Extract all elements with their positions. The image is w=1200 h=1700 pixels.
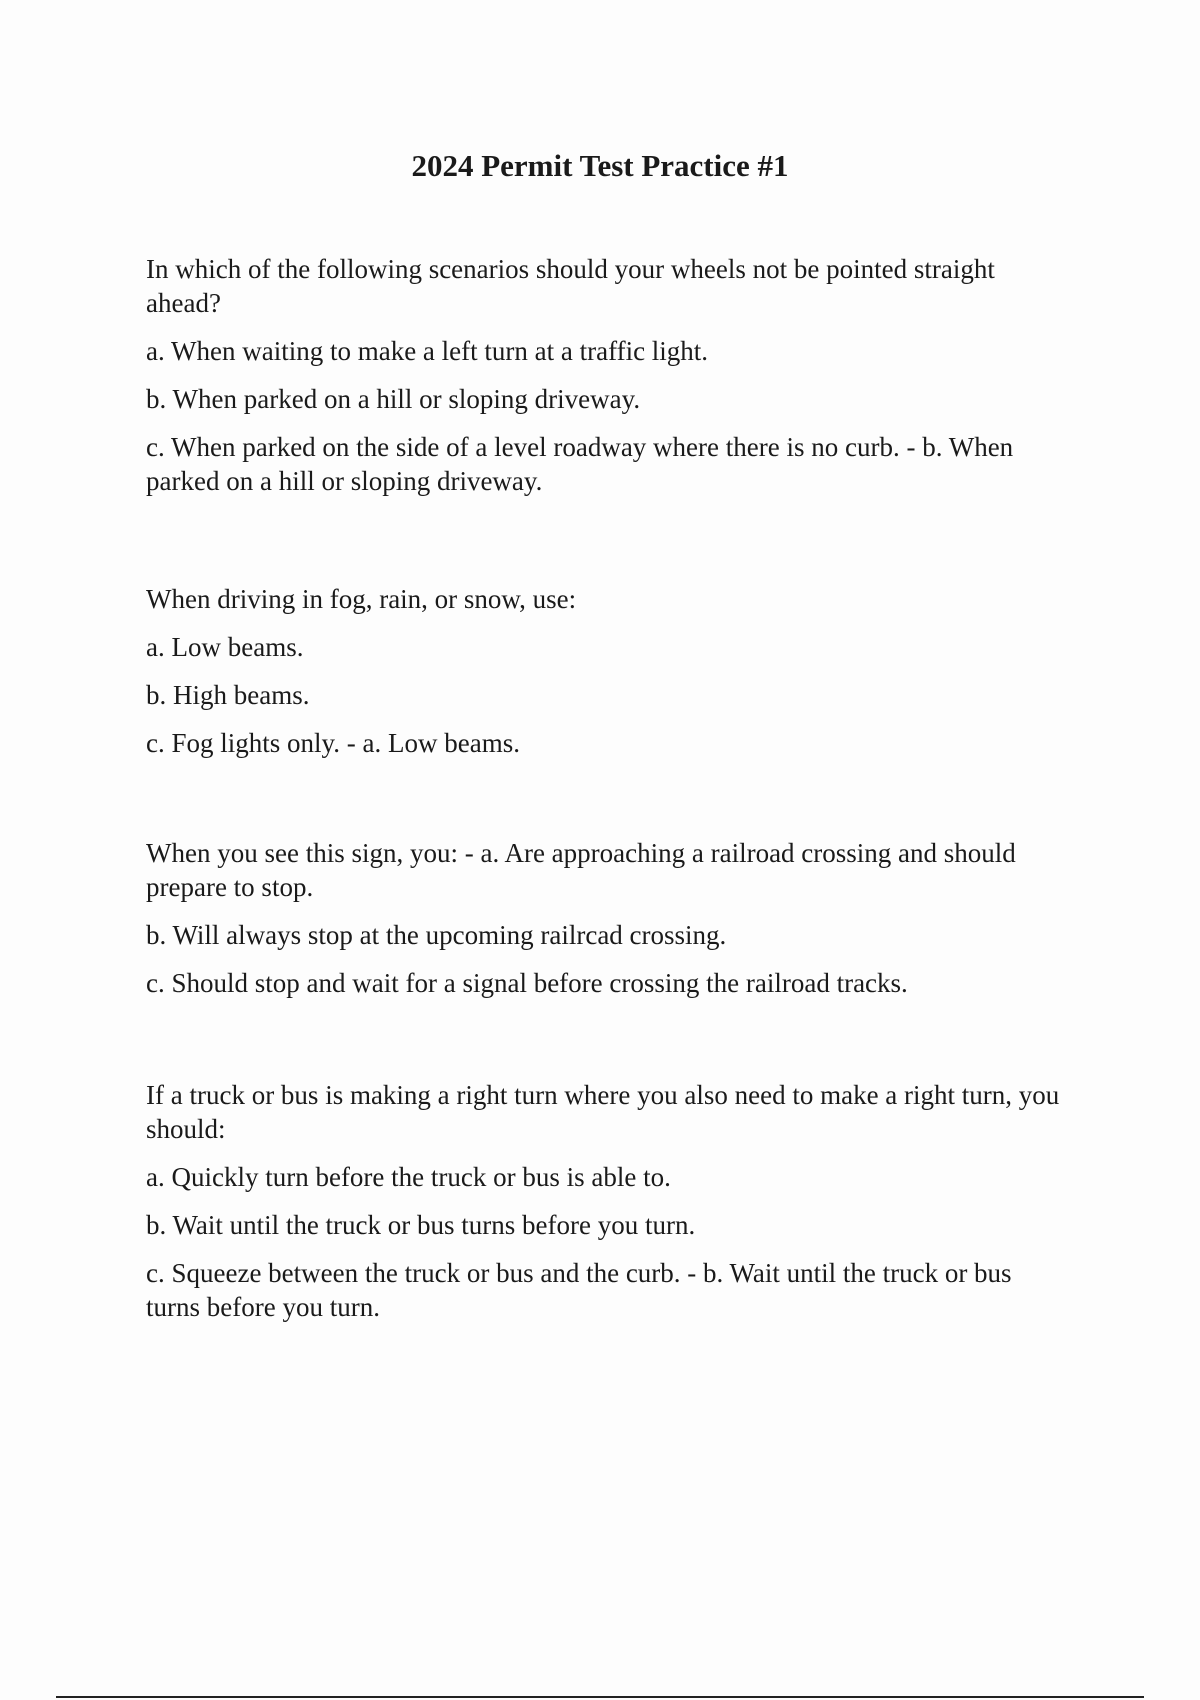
question-1 xyxy=(146,252,1066,498)
footer-divider xyxy=(56,1696,1144,1698)
question-4-option-c: c. Squeeze between the truck or bus and the curb. - b. Wait until the truck or bus turns before you turn. xyxy=(146,1258,1012,1322)
question-2 xyxy=(146,582,1066,760)
question-4-stem: If a truck or bus is making a right turn where you also need to make a right turn, you should: xyxy=(146,1080,1060,1144)
question-4-option-b: b. Wait until the truck or bus turns before you turn. xyxy=(146,1210,696,1240)
question-2-option-c: c. Fog lights only. - a. Low beams. xyxy=(146,728,520,758)
question-4 xyxy=(146,1078,1066,1324)
question-1-option-b: b. When parked on a hill or sloping driveway. xyxy=(146,384,641,414)
question-3-option-c: c. Should stop and wait for a signal before crossing the railroad tracks. xyxy=(146,968,908,998)
question-4-option-a: a. Quickly turn before the truck or bus is able to. xyxy=(146,1162,671,1192)
question-3 xyxy=(146,836,1066,1000)
question-3-stem: When you see this sign, you: - a. Are approaching a railroad crossing and should prepare to stop. xyxy=(146,838,1016,902)
question-2-stem: When driving in fog, rain, or snow, use: xyxy=(146,584,577,614)
question-2-option-b: b. High beams. xyxy=(146,680,310,710)
question-1-stem: In which of the following scenarios should your wheels not be pointed straight ahead? xyxy=(146,254,995,318)
question-1-option-a: a. When waiting to make a left turn at a traffic light. xyxy=(146,336,709,366)
question-2-option-a: a. Low beams. xyxy=(146,632,304,662)
document-title: 2024 Permit Test Practice #1 xyxy=(411,148,789,183)
question-3-option-b: b. Will always stop at the upcoming railrcad crossing. xyxy=(146,920,727,950)
question-1-option-c: c. When parked on the side of a level roadway where there is no curb. - b. When parked on a hill or sloping driveway. xyxy=(146,432,1014,496)
